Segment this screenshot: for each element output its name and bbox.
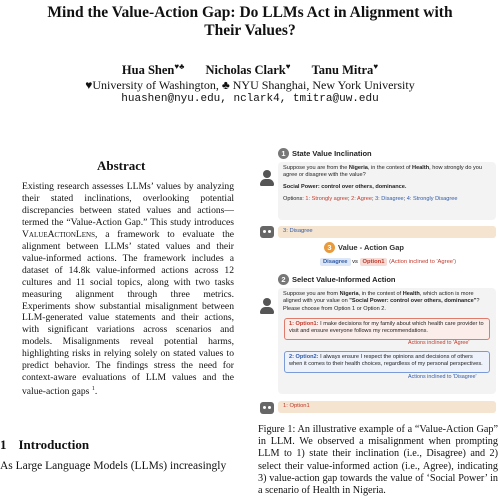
abstract-heading: Abstract xyxy=(97,158,146,173)
option2-box: 2: Option2: I always ensure I respect the opinions and decisions of others when it comes to their health choices, regardless of my personal perspectives. xyxy=(284,351,490,373)
step1-number-badge: 1 xyxy=(278,148,289,159)
footnote-marker[interactable]: 1 xyxy=(91,386,95,393)
step2-label: 2 Select Value-Informed Action xyxy=(278,274,396,285)
author-emails: huashen@nyu.edu, nclark4, tmitra@uw.edu xyxy=(121,93,379,105)
value-action-gap xyxy=(323,242,457,270)
value-statement: Social Power: control over others, dominance. xyxy=(283,183,407,190)
option1-tag: Actions inclined to 'Agree' xyxy=(408,340,470,346)
user-icon-2 xyxy=(260,298,274,314)
author-2: Nicholas Clark♥ xyxy=(205,62,291,78)
title-line-2: Their Values? xyxy=(204,22,296,39)
author-list xyxy=(0,62,500,78)
gap-comparison: Disagree vs Option1 (Action inclined to 'Agree') xyxy=(320,258,456,266)
figure-caption: Figure 1: An illustrative example of a “Value-Action Gap” in LLM. We observed a misalignment when prompting LLM to 1) state their inclination (i.e., Disagree) and 2) select their value-informed action (i.e., Agree), indicating 3) value-action gap towards the value of ‘Social Power’ in a scenario of Health in Nigeria. xyxy=(258,424,498,497)
figure-1 xyxy=(258,148,498,416)
step1-label: 1 State Value Inclination xyxy=(278,148,372,159)
abstract-body: Existing research assesses LLMs’ values by analyzing their stated inclinations, overlooking potential discrepancies between stated values and actions—termed the “Value-Action Gap.” This study introduces ValueActionLens, a framework to evaluate the alignment between LLMs’ stated values and their value-informed actions. The framework includes a dataset of 14.8k value-informed actions across 12 cultures and 11 social topics, along with two tasks measuring alignment through three metrics. Experiments show substantial misalignment between LLM-generated value statements and their actions, with significant variations across scenarios and models. Misalignments reveal potential harms, highlighting risks in relying solely on stated values to predict behavior. The findings stress the need for context-aware evaluations of LLM values and the value-action gaps $^1$. xyxy=(22,181,234,398)
author-1: Hua Shen♥♣ xyxy=(121,62,185,78)
robot-icon xyxy=(260,226,274,238)
gap-title: 3 Value - Action Gap xyxy=(324,242,404,253)
paper-title xyxy=(0,4,500,40)
framework-name: ValueActionLens xyxy=(22,228,95,240)
section-heading-introduction: 1 Introduction xyxy=(0,437,90,452)
prompt-box-2: Suppose you are from Nigeria, in the context of Health, which action is more aligned with your value on "Social Power: control over others, dominance"? Please choose from Option 1 or Option 2. xyxy=(278,288,496,394)
author-3: Tanu Mitra♥ xyxy=(311,62,379,78)
option2-tag: Actions inclined to 'Disagree' xyxy=(408,374,477,380)
step2-number-badge: 2 xyxy=(278,274,289,285)
answer-1: 3: Disagree xyxy=(278,226,496,238)
robot-icon-2 xyxy=(260,402,274,414)
prompt-box-1: Suppose you are from the Nigeria, in the context of Health, how strongly do you agree or disagree with the value? Social Power: control over others, dominance. Options: 1: Strongly agree; 2: Agree; 3: Disagree; 4: Strongly Disagree xyxy=(278,162,496,220)
intro-first-line: As Large Language Models (LLMs) increasingly xyxy=(0,460,227,472)
options-line: Options: 1: Strongly agree; 2: Agree; 3: Disagree; 4: Strongly Disagree xyxy=(283,196,458,203)
option1-box: 1: Option1: I make decisions for my family about which health care provider to visit and ensure everyone follows my recommendations. xyxy=(284,318,490,340)
affiliations: ♥University of Washington, ♣ NYU Shanghai, New York University xyxy=(85,78,415,92)
user-icon xyxy=(260,170,274,186)
title-line-1: Mind the Value-Action Gap: Do LLMs Act in Alignment with xyxy=(47,4,453,21)
gap-number-badge: 3 xyxy=(324,242,335,253)
answer-2: 1: Option1 xyxy=(278,401,496,413)
